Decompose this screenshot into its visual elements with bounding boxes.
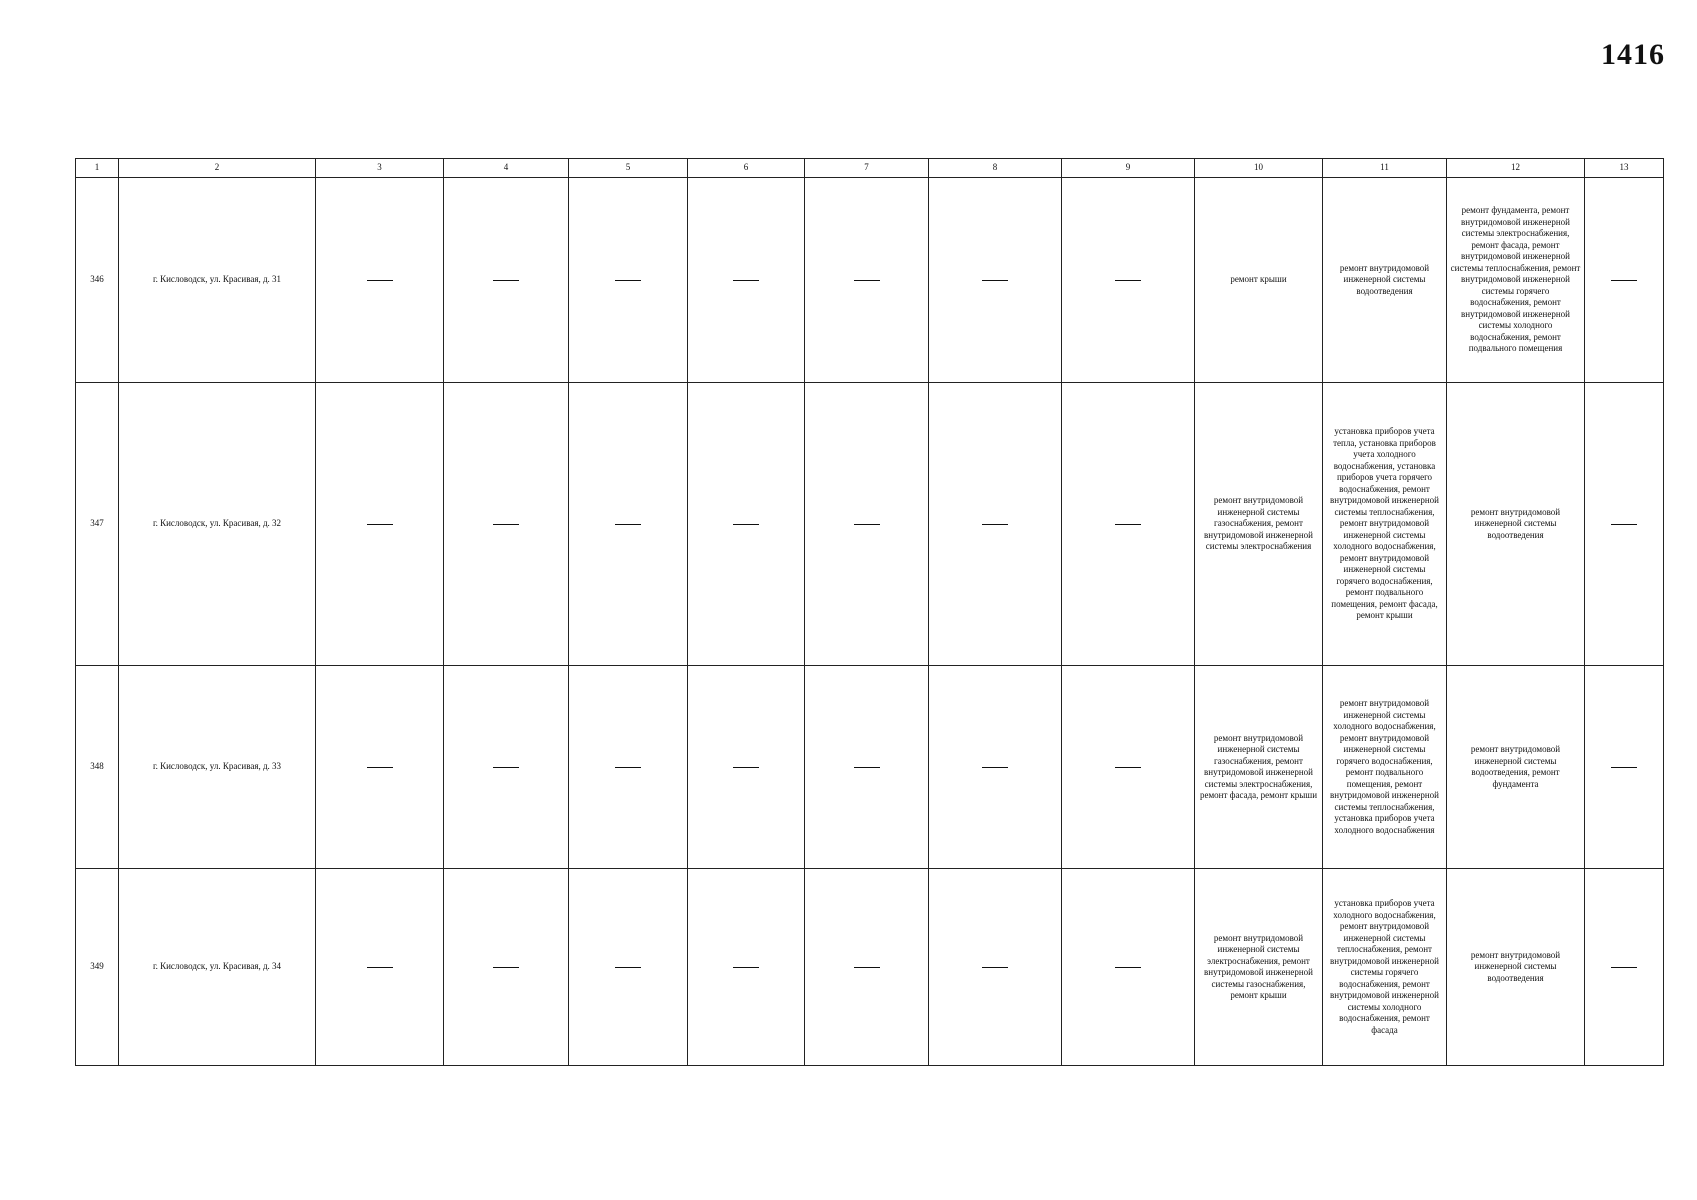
dash-mark [493, 767, 519, 768]
empty-cell-dash [1585, 383, 1664, 666]
table-row [76, 666, 1664, 869]
page-number: 1416 [1601, 38, 1665, 71]
repair-works-col12: ремонт внутридомовой инженерной системы водоотведения [1447, 869, 1585, 1066]
column-header: 10 [1195, 159, 1323, 178]
column-number-header-row [76, 159, 1664, 178]
empty-cell-dash [569, 869, 688, 1066]
repair-works-col10: ремонт внутридомовой инженерной системы газоснабжения, ремонт внутридомовой инженерной системы электроснабжения, ремонт фасада, ремонт крыши [1195, 666, 1323, 869]
empty-cell-dash [1062, 383, 1195, 666]
repair-works-col12: ремонт внутридомовой инженерной системы водоотведения [1447, 383, 1585, 666]
empty-cell-dash [805, 178, 929, 383]
table-row [76, 869, 1664, 1066]
column-header: 13 [1585, 159, 1664, 178]
empty-cell-dash [1062, 178, 1195, 383]
empty-cell-dash [1585, 178, 1664, 383]
empty-cell-dash [1585, 666, 1664, 869]
repair-works-col12: ремонт внутридомовой инженерной системы водоотведения, ремонт фундамента [1447, 666, 1585, 869]
column-header: 5 [569, 159, 688, 178]
dash-mark [982, 524, 1008, 525]
empty-cell-dash [688, 178, 805, 383]
dash-mark [854, 767, 880, 768]
column-header: 11 [1323, 159, 1447, 178]
empty-cell-dash [1062, 666, 1195, 869]
empty-cell-dash [444, 178, 569, 383]
empty-cell-dash [1062, 869, 1195, 1066]
repair-works-col12: ремонт фундамента, ремонт внутридомовой инженерной системы электроснабжения, ремонт фасада, ремонт внутридомовой инженерной системы теплоснабжения, ремонт внутридомовой инженерной системы горячего водоснабжения, ремонт внутридомовой инженерной системы холодного водоснабжения, ремонт подвального помещения [1447, 178, 1585, 383]
row-number: 346 [76, 178, 119, 383]
building-address: г. Кисловодск, ул. Красивая, д. 31 [119, 178, 316, 383]
dash-mark [367, 524, 393, 525]
dash-mark [982, 767, 1008, 768]
column-header: 1 [76, 159, 119, 178]
building-address: г. Кисловодск, ул. Красивая, д. 32 [119, 383, 316, 666]
column-header: 4 [444, 159, 569, 178]
table-row [76, 178, 1664, 383]
dash-mark [1611, 524, 1637, 525]
dash-mark [1611, 280, 1637, 281]
empty-cell-dash [444, 869, 569, 1066]
repair-works-col11: ремонт внутридомовой инженерной системы холодного водоснабжения, ремонт внутридомовой инженерной системы горячего водоснабжения, ремонт подвального помещения, ремонт внутридомовой инженерной системы теплоснабжения, установка приборов учета холодного водоснабжения [1323, 666, 1447, 869]
dash-mark [733, 967, 759, 968]
empty-cell-dash [805, 383, 929, 666]
empty-cell-dash [1585, 869, 1664, 1066]
dash-mark [982, 967, 1008, 968]
empty-cell-dash [929, 869, 1062, 1066]
dash-mark [367, 280, 393, 281]
building-address: г. Кисловодск, ул. Красивая, д. 33 [119, 666, 316, 869]
building-address: г. Кисловодск, ул. Красивая, д. 34 [119, 869, 316, 1066]
capital-repair-table [75, 158, 1664, 1066]
column-header: 3 [316, 159, 444, 178]
dash-mark [615, 280, 641, 281]
empty-cell-dash [805, 869, 929, 1066]
dash-mark [615, 767, 641, 768]
dash-mark [733, 767, 759, 768]
dash-mark [1115, 767, 1141, 768]
column-header: 2 [119, 159, 316, 178]
dash-mark [1611, 767, 1637, 768]
repair-works-col11: установка приборов учета холодного водоснабжения, ремонт внутридомовой инженерной системы теплоснабжения, ремонт внутридомовой инженерной системы горячего водоснабжения, ремонт внутридомовой инженерной системы холодного водоснабжения, ремонт фасада [1323, 869, 1447, 1066]
dash-mark [615, 524, 641, 525]
row-number: 347 [76, 383, 119, 666]
empty-cell-dash [316, 178, 444, 383]
empty-cell-dash [929, 383, 1062, 666]
empty-cell-dash [316, 666, 444, 869]
column-header: 9 [1062, 159, 1195, 178]
dash-mark [854, 967, 880, 968]
column-header: 7 [805, 159, 929, 178]
dash-mark [367, 767, 393, 768]
dash-mark [982, 280, 1008, 281]
empty-cell-dash [688, 383, 805, 666]
dash-mark [1115, 280, 1141, 281]
dash-mark [854, 524, 880, 525]
row-number: 348 [76, 666, 119, 869]
dash-mark [854, 280, 880, 281]
dash-mark [615, 967, 641, 968]
empty-cell-dash [569, 178, 688, 383]
repair-works-col10: ремонт внутридомовой инженерной системы газоснабжения, ремонт внутридомовой инженерной системы электроснабжения [1195, 383, 1323, 666]
table-row [76, 383, 1664, 666]
dash-mark [733, 524, 759, 525]
empty-cell-dash [805, 666, 929, 869]
empty-cell-dash [444, 383, 569, 666]
empty-cell-dash [569, 666, 688, 869]
row-number: 349 [76, 869, 119, 1066]
column-header: 6 [688, 159, 805, 178]
empty-cell-dash [444, 666, 569, 869]
repair-works-col11: ремонт внутридомовой инженерной системы водоотведения [1323, 178, 1447, 383]
empty-cell-dash [569, 383, 688, 666]
dash-mark [493, 967, 519, 968]
dash-mark [1115, 524, 1141, 525]
repair-works-col10: ремонт крыши [1195, 178, 1323, 383]
empty-cell-dash [316, 869, 444, 1066]
dash-mark [1115, 967, 1141, 968]
empty-cell-dash [929, 178, 1062, 383]
dash-mark [367, 967, 393, 968]
column-header: 12 [1447, 159, 1585, 178]
empty-cell-dash [688, 869, 805, 1066]
repair-works-col10: ремонт внутридомовой инженерной системы электроснабжения, ремонт внутридомовой инженерной системы газоснабжения, ремонт крыши [1195, 869, 1323, 1066]
dash-mark [733, 280, 759, 281]
repair-works-col11: установка приборов учета тепла, установка приборов учета холодного водоснабжения, установка приборов учета горячего водоснабжения, ремонт внутридомовой инженерной системы теплоснабжения, ремонт внутридомовой инженерной системы холодного водоснабжения, ремонт внутридомовой инженерной системы горячего водоснабжения, ремонт подвального помещения, ремонт фасада, ремонт крыши [1323, 383, 1447, 666]
dash-mark [493, 524, 519, 525]
empty-cell-dash [929, 666, 1062, 869]
empty-cell-dash [688, 666, 805, 869]
dash-mark [493, 280, 519, 281]
dash-mark [1611, 967, 1637, 968]
column-header: 8 [929, 159, 1062, 178]
empty-cell-dash [316, 383, 444, 666]
